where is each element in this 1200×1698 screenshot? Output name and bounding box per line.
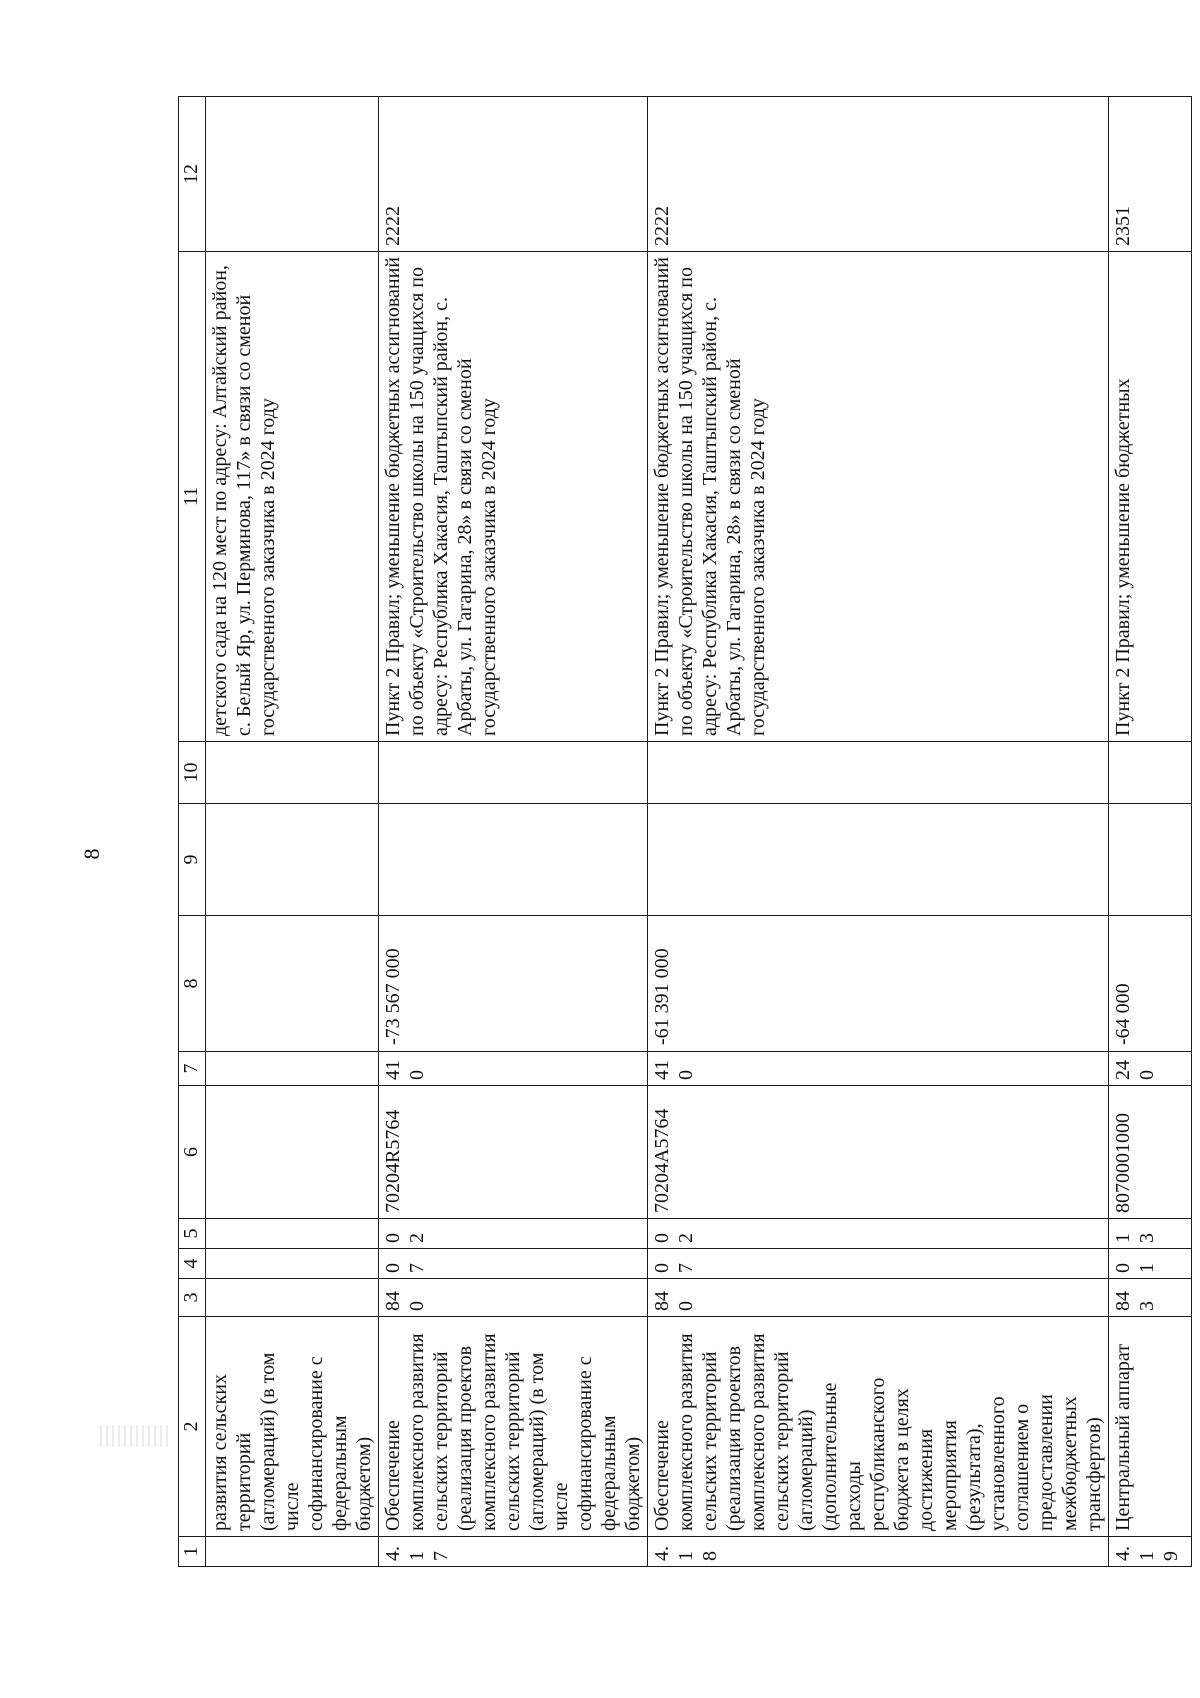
header-cell: 5 — [179, 1219, 206, 1249]
code-cell: 410 — [648, 1052, 1109, 1086]
code-cell: 840 — [379, 1279, 648, 1317]
header-cell: 1 — [179, 1537, 206, 1567]
code-cell: 410 — [379, 1052, 648, 1086]
code-cell — [206, 1249, 379, 1279]
justification-cell: Пункт 2 Правил; уменьшение бюджетных ассигнований по объекту «Строительство школы на 150 учащихся по адресу: Республика Хакасия, Таштыпский район, с. Арбаты, ул. Гагарина, 28» в связи со сменой государственного заказчика в 2024 году — [648, 252, 1109, 742]
header-cell: 6 — [179, 1086, 206, 1219]
table-row — [206, 97, 379, 1567]
code-cell: 07 — [648, 1249, 1109, 1279]
description-cell: Центральный аппарат — [1109, 1317, 1192, 1537]
code-cell: 240 — [1109, 1052, 1192, 1086]
code-cell: 840 — [648, 1279, 1109, 1317]
row-number-cell: 4.18 — [648, 1537, 1109, 1567]
header-cell: 3 — [179, 1279, 206, 1317]
code-cell — [206, 1219, 379, 1249]
amount-cell: -61 391 000 — [648, 916, 1109, 1052]
table-row — [1109, 97, 1192, 1567]
amount-cell — [648, 804, 1109, 916]
header-cell: 10 — [179, 742, 206, 804]
amount-cell — [206, 742, 379, 804]
code-cell: 07 — [379, 1249, 648, 1279]
amount-cell — [379, 804, 648, 916]
code-cell: 70204R5764 — [379, 1086, 648, 1219]
code-cell: 02 — [648, 1219, 1109, 1249]
code-cell — [206, 1086, 379, 1219]
code-cell — [206, 1279, 379, 1317]
rotated-table-container — [178, 97, 1182, 1567]
amount-cell — [206, 916, 379, 1052]
code-cell: 70204A5764 — [648, 1086, 1109, 1219]
row-number-cell — [206, 1537, 379, 1567]
header-cell: 11 — [179, 252, 206, 742]
amount-cell: -73 567 000 — [379, 916, 648, 1052]
code-cell: 2222 — [648, 97, 1109, 252]
code-cell: 02 — [379, 1219, 648, 1249]
budget-table — [178, 96, 1192, 1567]
amount-cell — [1109, 804, 1192, 916]
code-cell — [206, 1052, 379, 1086]
code-cell: 2351 — [1109, 97, 1192, 252]
justification-cell: Пункт 2 Правил; уменьшение бюджетных ассигнований по объекту «Строительство школы на 150 учащихся по адресу: Республика Хакасия, Таштыпский район, с. Арбаты, ул. Гагарина, 28» в связи со сменой государственного заказчика в 2024 году — [379, 252, 648, 742]
amount-cell — [1109, 742, 1192, 804]
header-cell: 9 — [179, 804, 206, 916]
description-cell: Обеспечение комплексного развития сельских территорий (реализация проектов комплексного развития сельских территорий (агломераций) (дополнительные расходы республиканского бюджета в целях достижения мероприятия (результата), установленного соглашением о предоставлении межбюджетных трансфертов) — [648, 1317, 1109, 1537]
description-cell: развития сельских территорий (агломераций) (в том числе софинансирование с федеральным бюджетом) — [206, 1317, 379, 1537]
amount-cell — [206, 804, 379, 916]
code-cell: 2222 — [379, 97, 648, 252]
page-number: 8 — [79, 848, 104, 860]
code-cell: 843 — [1109, 1279, 1192, 1317]
header-cell: 7 — [179, 1052, 206, 1086]
code-cell: 01 — [1109, 1249, 1192, 1279]
scan-artifact — [100, 1425, 170, 1447]
amount-cell: -64 000 — [1109, 916, 1192, 1052]
row-number-cell: 4.19 — [1109, 1537, 1192, 1567]
table-row — [648, 97, 1109, 1567]
code-cell: 13 — [1109, 1219, 1192, 1249]
header-cell: 2 — [179, 1317, 206, 1537]
justification-cell: детского сада на 120 мест по адресу: Алтайский район, с. Белый Яр, ул. Перминова, 117» в связи со сменой государственного заказчика в 2024 году — [206, 252, 379, 742]
code-cell: 8070001000 — [1109, 1086, 1192, 1219]
justification-cell: Пункт 2 Правил; уменьшение бюджетных — [1109, 252, 1192, 742]
code-cell — [206, 97, 379, 252]
header-cell: 4 — [179, 1249, 206, 1279]
amount-cell — [379, 742, 648, 804]
header-cell: 12 — [179, 97, 206, 252]
description-cell: Обеспечение комплексного развития сельских территорий (реализация проектов комплексного развития сельских территорий (агломераций) (в том числе софинансирование с федеральным бюджетом) — [379, 1317, 648, 1537]
header-row — [179, 97, 206, 1567]
amount-cell — [648, 742, 1109, 804]
row-number-cell: 4.17 — [379, 1537, 648, 1567]
table-row — [379, 97, 648, 1567]
header-cell: 8 — [179, 916, 206, 1052]
